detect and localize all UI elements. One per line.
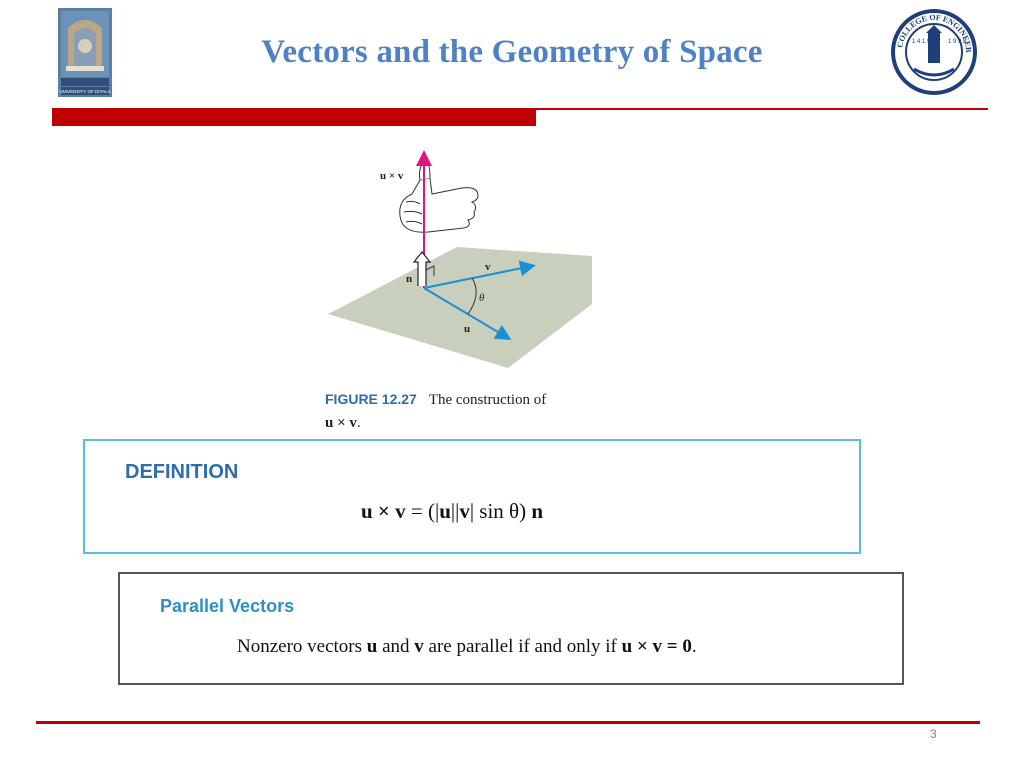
plane (328, 247, 592, 368)
college-seal-text: COLLEGE OF ENGINEER (895, 12, 974, 53)
formula-n: n (531, 499, 544, 523)
definition-box (83, 439, 861, 554)
label-v: v (485, 261, 491, 273)
label-theta: θ (479, 292, 485, 304)
statement-u: u (366, 636, 378, 657)
statement-period: . (691, 636, 697, 657)
formula-rest: | sin θ) (469, 499, 532, 523)
label-u: u (464, 323, 471, 335)
statement-part-2: and (377, 636, 415, 657)
formula-v: v (459, 499, 470, 523)
statement-part-3: are parallel if and only if (423, 636, 622, 657)
label-n: n (406, 273, 413, 285)
page-number: 3 (930, 727, 937, 741)
hand-icon (400, 162, 478, 232)
parallel-vectors-box (118, 572, 904, 685)
parallel-vectors-heading: Parallel Vectors (160, 596, 295, 616)
footer-divider (36, 721, 980, 724)
figure-caption-period: . (356, 415, 361, 431)
figure-caption-expression: u × v (325, 415, 357, 431)
title-accent-bar (52, 110, 536, 126)
figure-caption-text: The construction of (428, 392, 547, 408)
definition-formula (361, 499, 543, 524)
formula-lhs: u × v (361, 499, 406, 523)
figure-caption (325, 388, 615, 435)
statement-part-1: Nonzero vectors (237, 636, 367, 657)
svg-text:1 4 1 9: 1 4 1 9 (912, 39, 931, 45)
label-u-cross-v: u × v (380, 170, 404, 182)
university-logo-text: UNIVERSITY OF DIYALA (59, 89, 111, 94)
statement-v: v (414, 636, 424, 657)
figure-number: FIGURE 12.27 (325, 391, 417, 407)
svg-text:1 9 9 8: 1 9 9 8 (948, 39, 967, 45)
formula-eq: = (| (405, 499, 440, 523)
slide-title: Vectors and the Geometry of Space (261, 34, 763, 70)
formula-u: u (439, 499, 451, 523)
parallel-vectors-statement (237, 636, 697, 658)
definition-heading: DEFINITION (125, 461, 239, 483)
statement-expression: u × v = 0 (621, 636, 692, 657)
cross-product-figure (322, 144, 602, 376)
formula-mid: || (450, 499, 460, 523)
